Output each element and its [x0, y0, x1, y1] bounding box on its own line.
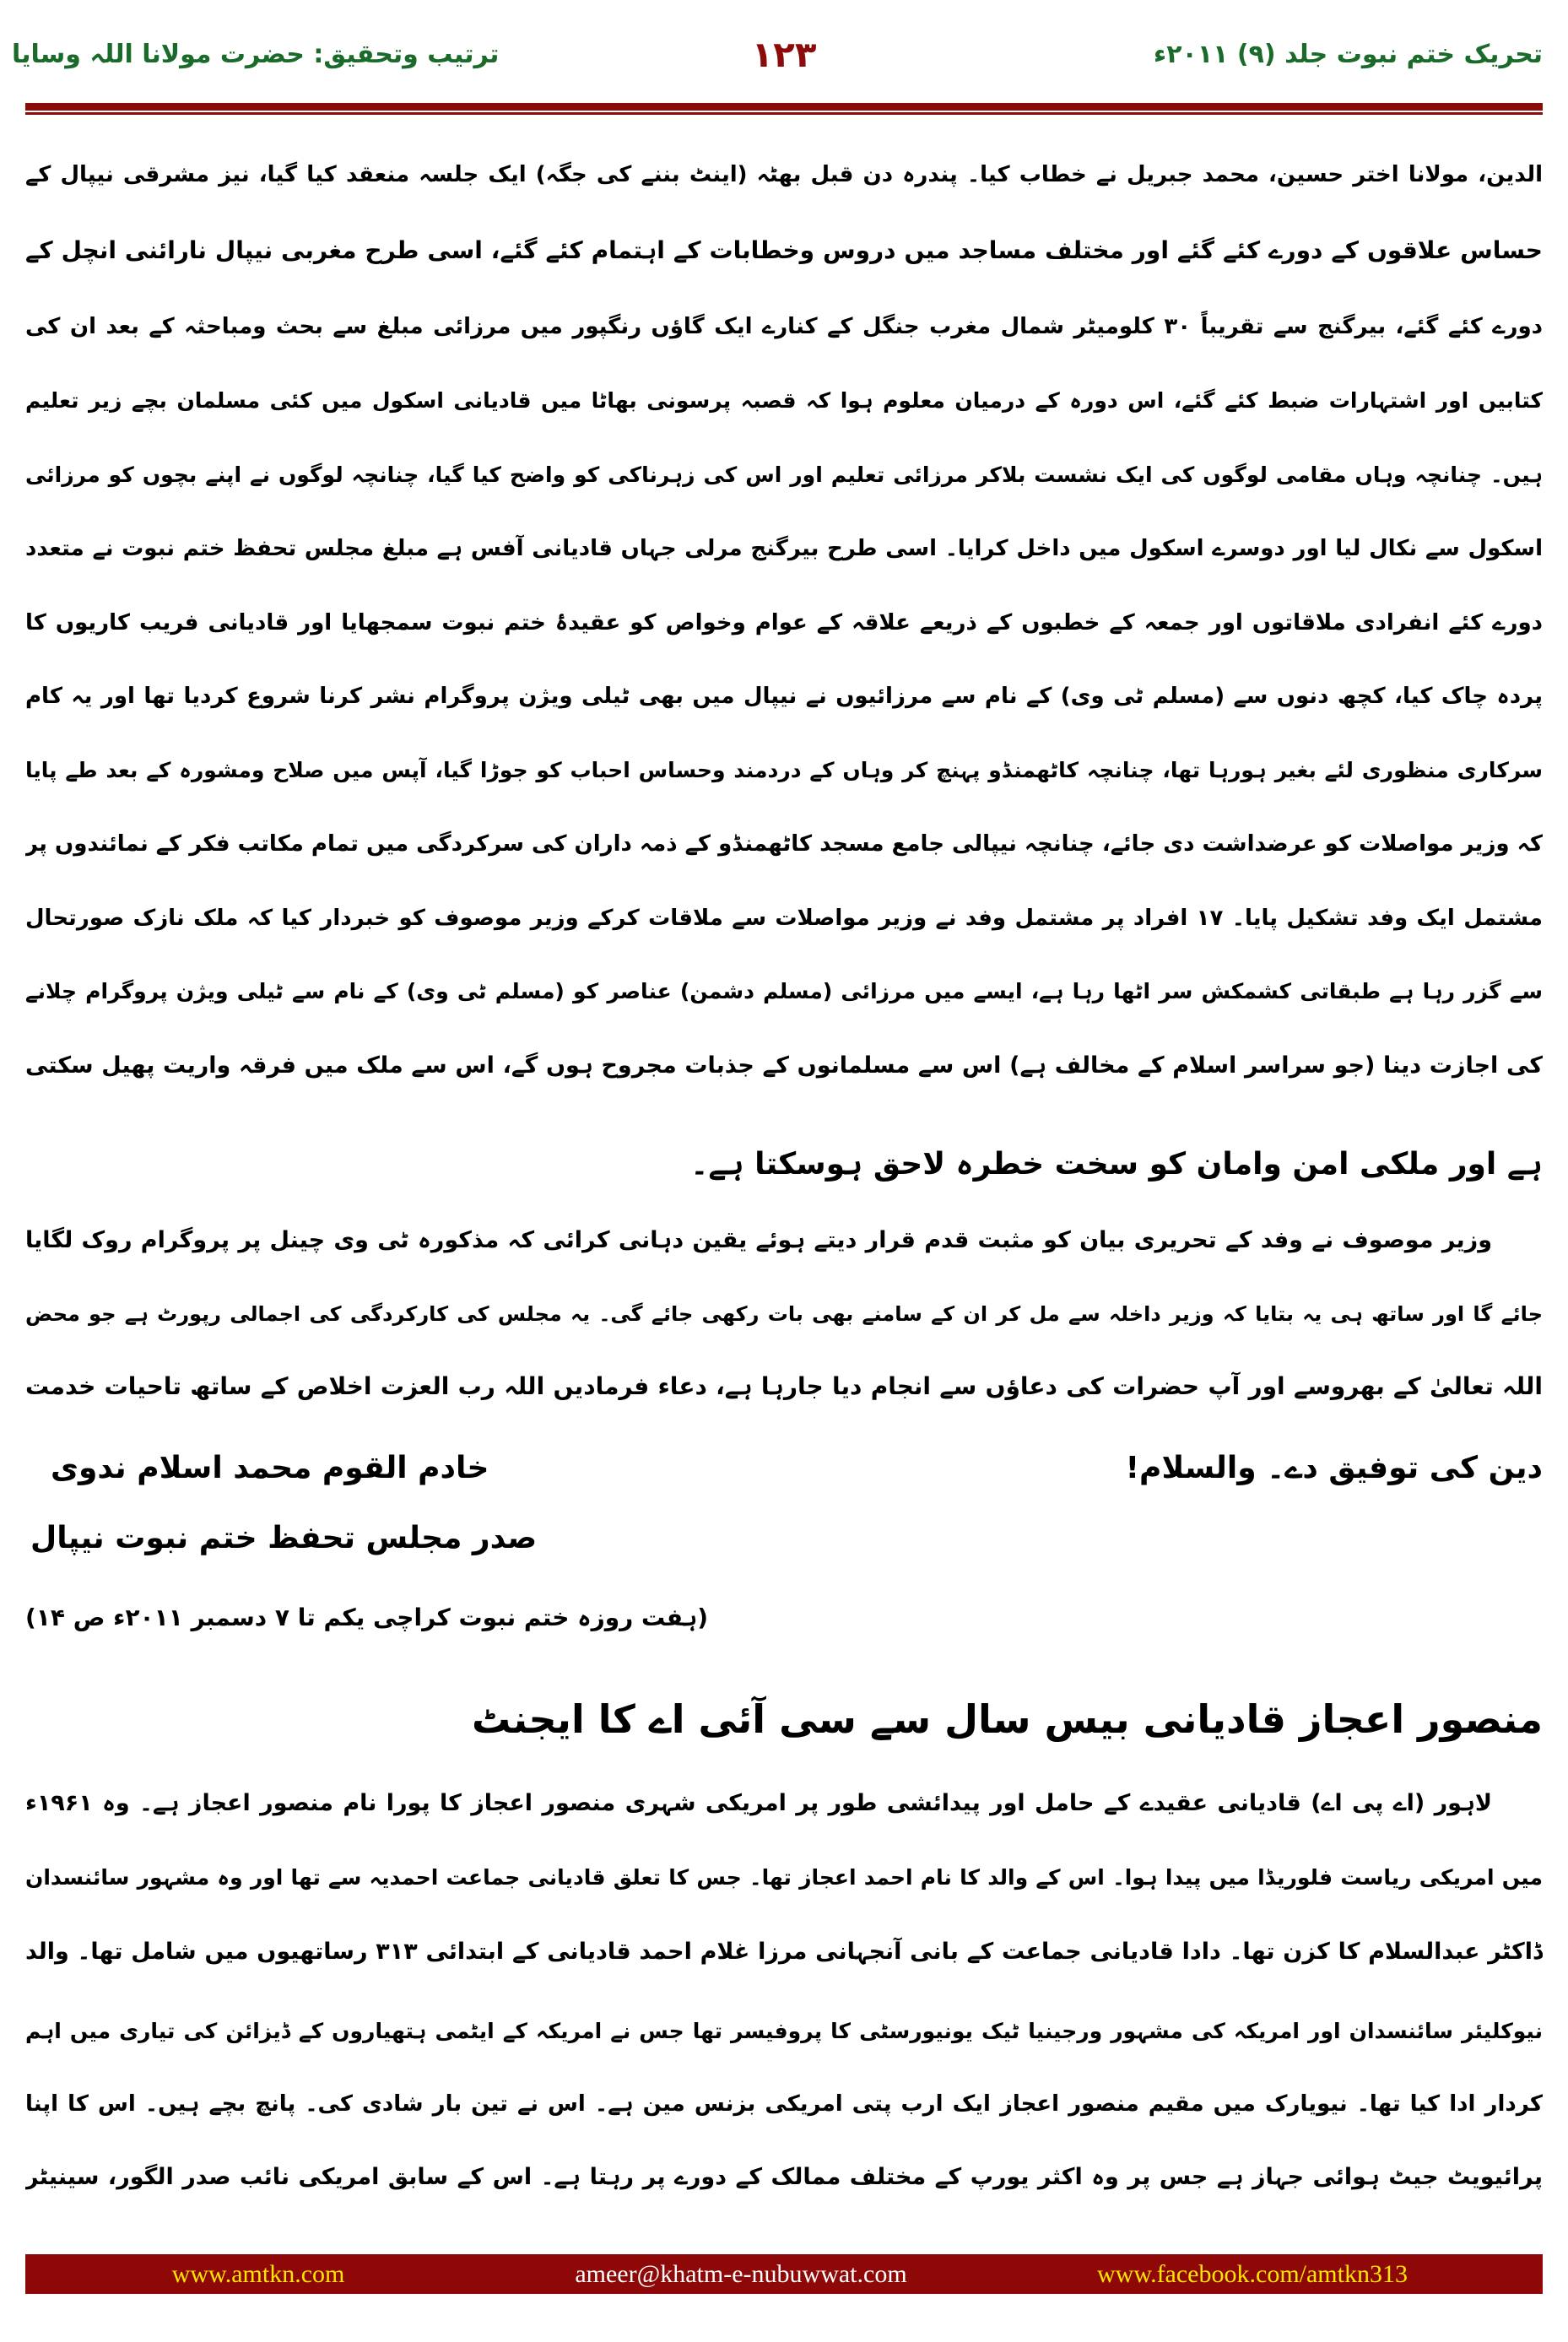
body-line: حساس علاقوں کے دورے کئے گئے اور مختلف مساجد میں دروس وخطابات کے اہتمام کئے گئے، اسی طرح مغربی نیپال نارائنی انچل کے	[25, 236, 1543, 264]
body-line: دورے کئے گئے، بیرگنج سے تقریباً ۳۰ کلومیٹر شمال مغرب جنگل کے کنارے ایک گاؤں رنگپور میں مرزائی مبلغ سے بحث ومباحثہ کے بعد ان کی	[25, 314, 1543, 339]
article-line: میں امریکی ریاست فلوریڈا میں پیدا ہوا۔ اس کے والد کا نام احمد اعجاز تھا۔ جس کا تعلق قادیانی جماعت احمدیہ سے تھا اور وہ مشہور سائنسدان	[25, 1865, 1543, 1890]
body-line: کی اجازت دینا (جو سراسر اسلام کے مخالف ہے) اس سے مسلمانوں کے جذبات مجروح ہوں گے، اس سے ملک میں فرقہ واریت پھیل سکتی	[25, 1052, 1543, 1079]
article-line: پرائیویٹ جیٹ ہوائی جہاز ہے جس پر وہ اکثر یورپ کے مختلف ممالک کے دورے پر رہتا ہے۔ اس کے سابق امریکی نائب صدر الگور، سینیٹر	[25, 2164, 1543, 2190]
body-line: مشتمل ایک وفد تشکیل پایا۔ ۱۷ افراد پر مشتمل وفد نے وزیر مواصلات سے ملاقات کرکے وزیر موصوف کو خبردار کیا کہ ملک نازک صورتحال	[25, 906, 1543, 931]
article-line: لاہور (اے پی اے) قادیانی عقیدے کے حامل اور پیدائشی طور پر امریکی شہری منصور اعجاز کا پورا نام منصور اعجاز ہے۔ وہ ۱۹۶۱ء	[25, 1790, 1492, 1816]
page-number: ۱۲۳	[751, 34, 817, 75]
article-line: نیوکلیئر سائنسدان اور امریکہ کی مشہور ورجینیا ٹیک یونیورسٹی کا پروفیسر تھا جس نے امریکہ کے ایٹمی ہتھیاروں کے ڈیزائن کی تیاری میں اہم	[25, 2019, 1543, 2043]
body-line: اللہ تعالیٰ کے بھروسے اور آپ حضرات کی دعاؤں سے انجام دیا جارہا ہے، دعاء فرمادیں اللہ رب العزت اخلاص کے ساتھ تاحیات خدمت	[25, 1372, 1543, 1400]
header-rule-thin	[25, 112, 1543, 115]
facebook-link[interactable]: www.facebook.com/amtkn313	[1097, 2260, 1408, 2288]
body-line: وزیر موصوف نے وفد کے تحریری بیان کو مثبت قدم قرار دیتے ہوئے یقین دہانی کرائی کہ مذکورہ ٹی وی چینل پر پروگرام روک لگایا	[25, 1227, 1492, 1253]
body-line: ہیں۔ چنانچہ وہاں مقامی لوگوں کی ایک نشست بلاکر مرزائی تعلیم اور اس کی زہرناکی کو واضح کیا گیا، چنانچہ لوگوں نے اپنے بچوں کو مرزائی	[25, 462, 1543, 487]
article-line: کردار ادا کیا تھا۔ نیویارک میں مقیم منصور اعجاز ایک ارب پتی امریکی بزنس مین ہے۔ اس نے تین بار شادی کی۔ پانچ بچے ہیں۔ اس کا اپنا	[25, 2091, 1543, 2117]
closing-line: دین کی توفیق دے۔ والسلام!	[1125, 1451, 1543, 1485]
body-line: اسکول سے نکال لیا اور دوسرے اسکول میں داخل کرایا۔ اسی طرح بیرگنج مرلی جہاں قادیانی آفس ہے مبلغ مجلس تحفظ ختم نبوت نے متعدد	[25, 536, 1543, 561]
source-citation: (ہفت روزہ ختم نبوت کراچی یکم تا ۷ دسمبر ۲۰۱۱ء ص ۱۴)	[25, 1604, 709, 1631]
signature-name: خادم القوم محمد اسلام ندوی	[51, 1451, 489, 1485]
signature-title: صدر مجلس تحفظ ختم نبوت نیپال	[30, 1521, 538, 1555]
book-title: تحریک ختم نبوت جلد (۹) ۲۰۱۱ء	[1153, 40, 1543, 69]
body-line: ہے اور ملکی امن وامان کو سخت خطرہ لاحق ہوسکتا ہے۔	[690, 1147, 1543, 1182]
body-line: کتابیں اور اشتہارات ضبط کئے گئے، اس دورہ کے درمیان معلوم ہوا کہ قصبہ پرسونی بھاٹا میں قادیانی اسکول میں کئی مسلمان بچے زیر تعلیم	[25, 388, 1543, 413]
article-heading: منصور اعجاز قادیانی بیس سال سے سی آئی اے کا ایجنٹ	[472, 1696, 1543, 1742]
website-link[interactable]: www.amtkn.com	[171, 2260, 345, 2288]
footer-bar	[25, 2254, 1543, 2294]
body-line: دورے کئے انفرادی ملاقاتوں اور جمعہ کے خطبوں کے ذریعے علاقہ کے عوام وخواص کو عقیدۂ ختم نبوت سمجھایا اور قادیانی فریب کاریوں کا	[25, 610, 1543, 636]
body-line: پردہ چاک کیا، کچھ دنوں سے (مسلم ٹی وی) کے نام سے مرزائیوں نے نیپال میں بھی ٹیلی ویژن پروگرام نشر کرنا شروع کردیا تھا اور یہ کام	[25, 684, 1543, 709]
email-link[interactable]: ameer@khatm-e-nubuwwat.com	[575, 2260, 907, 2288]
header-rule-thick	[25, 103, 1543, 111]
compiler-credit: ترتیب وتحقیق: حضرت مولانا اللہ وسایا	[12, 40, 500, 69]
body-line: الدین، مولانا اختر حسین، محمد جبریل نے خطاب کیا۔ پندرہ دن قبل بھٹہ (اینٹ بننے کی جگہ) ایک جلسہ منعقد کیا گیا، نیز مشرقی نیپال کے	[25, 162, 1543, 187]
body-line: سرکاری منظوری لئے بغیر ہورہا تھا، چنانچہ کاٹھمنڈو پہنچ کر وہاں کے دردمند وحساس احباب کو جوڑا گیا، آپس میں صلاح ومشورہ کے بعد طے پایا	[25, 758, 1543, 782]
article-line: ڈاکٹر عبدالسلام کا کزن تھا۔ دادا قادیانی جماعت کے بانی آنجہانی مرزا غلام احمد قادیانی کے ابتدائی ۳۱۳ رساتھیوں میں شامل تھا۔ والد	[25, 1939, 1543, 1965]
body-line: سے گزر رہا ہے طبقاتی کشمکش سر اٹھا رہا ہے، ایسے میں مرزائی (مسلم دشمن) عناصر کو (مسلم ٹی وی) کے نام سے ٹیلی ویژن پروگرام چلانے	[25, 979, 1543, 1003]
body-line: جائے گا اور ساتھ ہی یہ بتایا کہ وزیر داخلہ سے مل کر ان کے سامنے بھی بات رکھی جائے گی۔ یہ مجلس کی کارکردگی کی اجمالی رپورٹ ہے جو محض	[25, 1302, 1543, 1326]
body-line: کہ وزیر مواصلات کو عرضداشت دی جائے، چنانچہ نیپالی جامع مسجد کاٹھمنڈو کے ذمہ داران کی سرکردگی میں تمام مکاتب فکر کے نمائندوں پر	[25, 831, 1543, 857]
